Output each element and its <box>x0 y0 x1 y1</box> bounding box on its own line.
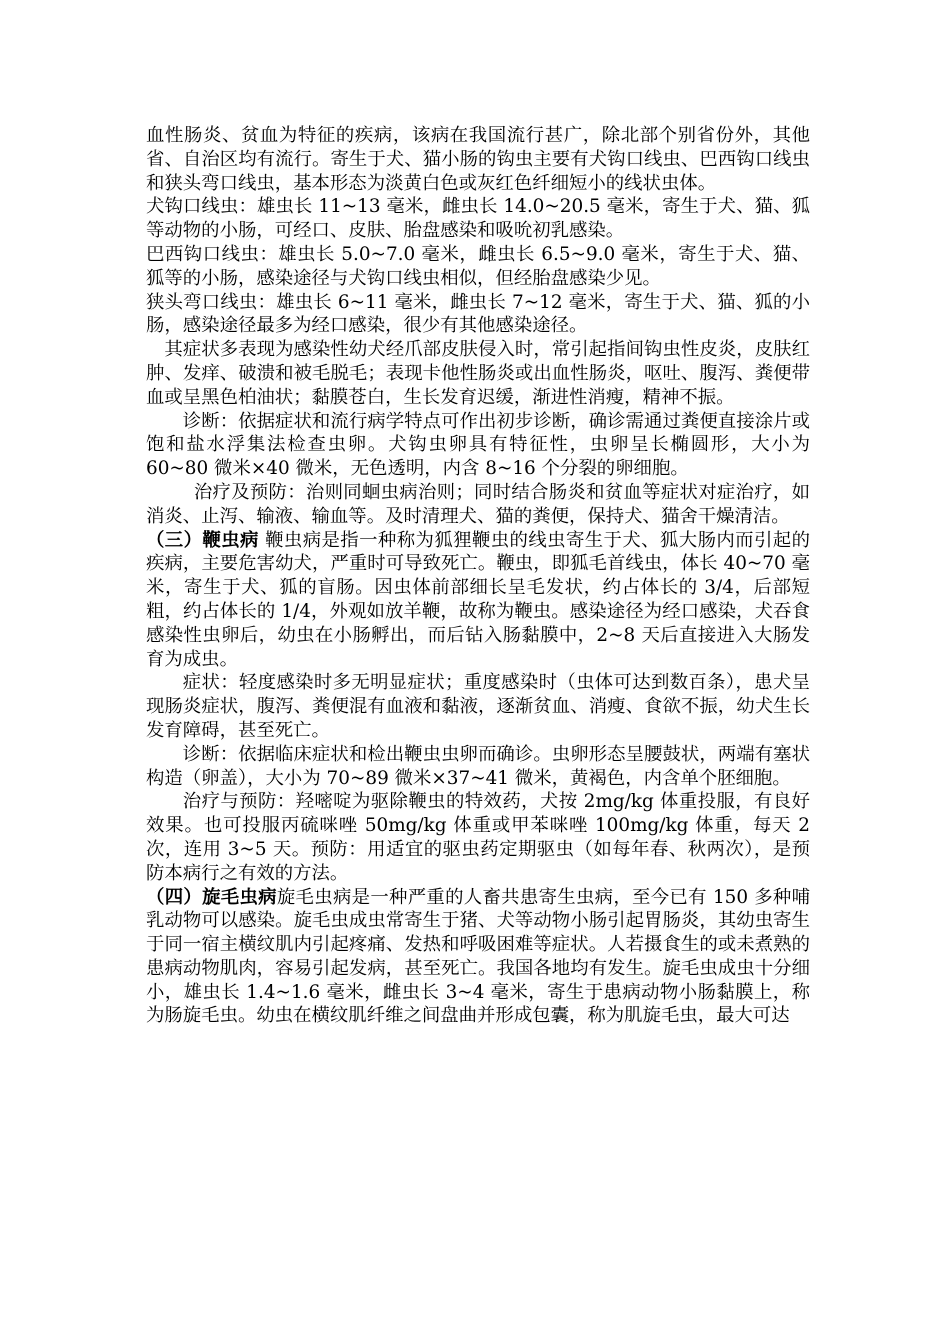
paragraph-trichuriasis-text: 鞭虫病是指一种称为狐狸鞭虫的线虫寄生于犬、狐大肠内而引起的疾病，主要危害幼犬，严重时可导致死亡。鞭虫，即狐毛首线虫，体长 40~70 毫米，寄生于犬、狐的盲肠。因虫体前部细长呈毛发状，约占体长的 3/4，后部短粗，约占体长的 1/4，外观如放羊鞭，故称为鞭虫。感染途径为经口感染，犬吞食感染性虫卵后，幼虫在小肠孵出，而后钻入肠黏膜中，2~8 天后直接进入大肠发育为成虫。 <box>146 529 810 670</box>
paragraph-trichuriasis-diagnosis: 诊断：依据临床症状和检出鞭虫虫卵而确诊。虫卵形态呈腰鼓状，两端有塞状构造（卵盖），大小为 70~89 微米×37~41 微米，黄褐色，内含单个胚细胞。 <box>146 743 810 789</box>
paragraph-ancylostoma-caninum: 犬钩口线虫：雄虫长 11~13 毫米，雌虫长 14.0~20.5 毫米，寄生于犬、猫、狐等动物的小肠，可经口、皮肤、胎盘感染和吸吮初乳感染。 <box>146 196 810 242</box>
section-heading-trichuriasis: （三）鞭虫病 <box>146 529 259 551</box>
section-heading-trichinosis: （四）旋毛虫病 <box>146 886 277 908</box>
paragraph-trichuriasis-treatment: 治疗与预防：羟嘧啶为驱除鞭虫的特效药，犬按 2mg/kg 体重投服，有良好效果。也可投服丙硫咪唑 50mg/kg 体重或甲苯咪唑 100mg/kg 体重，每天 2 次，连用 3~5 天。预防：用适宜的驱虫药定期驱虫（如每年春、秋两次），是预防本病行之有效的方法。 <box>146 791 810 884</box>
paragraph-hookworm-treatment: 治疗及预防：治则同蛔虫病治则；同时结合肠炎和贫血等症状对症治疗，如消炎、止泻、输液、输血等。及时清理犬、猫的粪便，保持犬、猫舍干燥清洁。 <box>146 481 810 527</box>
paragraph-uncinaria-stenocephala: 狭头弯口线虫：雄虫长 6~11 毫米，雌虫长 7~12 毫米，寄生于犬、猫、狐的小肠，感染途径最多为经口感染，很少有其他感染途径。 <box>146 291 810 337</box>
paragraph-trichuriasis-symptoms: 症状：轻度感染时多无明显症状；重度感染时（虫体可达到数百条），患犬呈现肠炎症状，腹泻、粪便混有血液和黏液，逐渐贫血、消瘦、食欲不振，幼犬生长发育障碍，甚至死亡。 <box>146 672 810 741</box>
paragraph-hookworm-symptoms: 其症状多表现为感染性幼犬经爪部皮肤侵入时，常引起指间钩虫性皮炎，皮肤红肿、发痒、破溃和被毛脱毛；表现卡他性肠炎或出血性肠炎，呕吐、腹泻、粪便带血或呈黑色柏油状；黏膜苍白，生长发育迟缓，渐进性消瘦，精神不振。 <box>146 339 810 408</box>
document-body <box>146 124 810 1028</box>
paragraph-ancylostoma-braziliense: 巴西钩口线虫：雄虫长 5.0~7.0 毫米，雌虫长 6.5~9.0 毫米，寄生于犬、猫、狐等的小肠，感染途径与犬钩口线虫相似，但经胎盘感染少见。 <box>146 243 810 289</box>
paragraph-hookworm-diagnosis: 诊断：依据症状和流行病学特点可作出初步诊断，确诊需通过粪便直接涂片或饱和盐水浮集法检查虫卵。犬钩虫卵具有特征性，虫卵呈长椭圆形，大小为 60~80 微米×40 微米，无色透明，内含 8~16 个分裂的卵细胞。 <box>146 410 810 480</box>
paragraph-hookworm-intro: 血性肠炎、贫血为特征的疾病，该病在我国流行甚广，除北部个别省份外，其他省、自治区均有流行。寄生于犬、猫小肠的钩虫主要有犬钩口线虫、巴西钩口线虫和狭头弯口线虫，基本形态为淡黄白色或灰红色纤细短小的线状虫体。 <box>146 125 810 194</box>
paragraph-trichinosis-text: 旋毛虫病是一种严重的人畜共患寄生虫病，至今已有 150 多种哺乳动物可以感染。旋毛虫成虫常寄生于猪、犬等动物小肠引起胃肠炎，其幼虫寄生于同一宿主横纹肌内引起疼痛、发热和呼吸困难等症状。人若摄食生的或未煮熟的患病动物肌肉，容易引起发病，甚至死亡。我国各地均有发生。旋毛虫成虫十分细小，雄虫长 1.4~1.6 毫米，雌虫长 3~4 毫米，寄生于患病动物小肠黏膜上，称为肠旋毛虫。幼虫在横纹肌纤维之间盘曲并形成包囊，称为肌旋毛虫，最大可达 <box>146 886 810 1027</box>
paragraph-trichuriasis <box>146 529 810 672</box>
paragraph-trichinosis <box>146 886 810 1029</box>
